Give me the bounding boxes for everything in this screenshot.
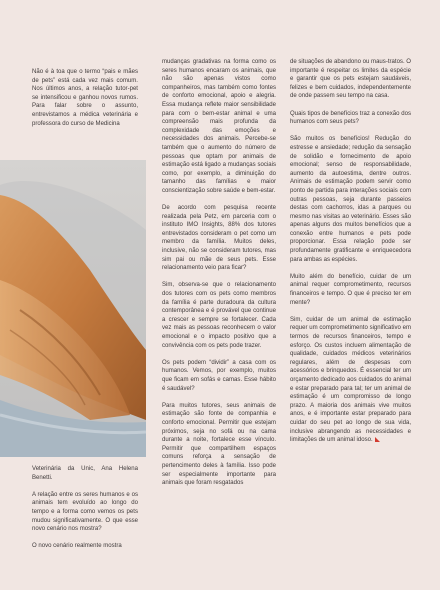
paragraph: O novo cenário realmente mostra: [32, 543, 122, 550]
paragraph: de situações de abandono ou maus-tratos. O importante é respeitar os limites da espécie e garantir que os pets estejam saudáveis, felizes e bem cuidados, independentemente de onde passem seu tempo na casa.: [290, 59, 412, 100]
dog-illustration: [0, 160, 146, 457]
question: Muito além do benefício, cuidar de um animal requer comprometimento, recursos financeiros e tempo. O que é preciso ter em mente?: [290, 273, 411, 306]
intro-paragraph: Não é à toa que o termo “pais e mães de pets” está cada vez mais comum. Nos últimos anos, a relação tutor-pet se intensificou e ganhou novos rumos. Para falar sobre o assunto, entrevistamos a médica veterinária e professora do curso de Medicina: [32, 69, 138, 127]
column-3: [290, 58, 411, 453]
paragraph: Veterinária da Unic, Ana Helena Benetti.: [32, 466, 138, 481]
question: A relação entre os seres humanos e os animais tem evoluído ao longo do tempo e a forma como vemos os pets mudou significativamente. O que esse novo cenário nos mostra?: [32, 491, 138, 533]
answer: Sim, observa-se que o relacionamento dos tutores com os pets como membros da família é parte duradoura da cultura contemporânea e é provável que continue a crescer e sempre se fortalecer. Cada vez mais as pessoas reconhecem o valor emocional e o impacto positivo que a convivência com os pets pode trazer.: [162, 282, 276, 349]
answer: Para muitos tutores, seus animais de estimação são fonte de companhia e conforto emocional. Permitir que estejam próximos, seja no sofá ou na cama durante a noite, fortalece esse vínculo. Permitir que compartilhem espaços comuns reforça a sensação de pertencimento deles à família. Isso pode ser especialmente importante para animais que foram resgatados: [162, 402, 276, 487]
question: Quais tipos de benefícios traz a conexão dos humanos com seus pets?: [290, 110, 411, 126]
answer: São muitos os benefícios! Redução do estresse e ansiedade; redução da sensação de solidão e fornecimento de apoio emocional; senso de responsabilidade, aumento da autoestima, dentre outros. Animais de estimação podem servir como ponto de partida para interações sociais com outras pessoas, seja durante passeios destas com cachorros, idas a parques ou mesmo nas visitas ao veterinário. Esses são apenas alguns dos muitos benefícios que a conexão entre humanos e pets pode proporcionar. Essa relação pode ser profundamente gratificante e enriquecedora para ambas as espécies.: [290, 136, 411, 263]
end-mark-icon: [375, 437, 380, 442]
paragraph: mudanças gradativas na forma como os seres humanos encaram os animais, que não são apenas vistos como companheiros, mas também como fontes de conforto emocional, apoio e alegria. Essa mudança reflete maior sensibilidade para com o bem-estar animal e uma compreensão mais profunda da complexidade das emoções e necessidades dos animais. Percebe-se também que o aumento do número de pessoas que optam por animais de estimação está ligado a mudanças sociais como, por exemplo, a diminuição do tamanho das famílias e maior conscientização sobre saúde e bem-estar.: [162, 59, 276, 194]
answer-text: Sim, cuidar de um animal de estimação requer um comprometimento significativo em termos de recursos financeiros, tempo e esforço. Os custos incluem alimentação de qualidade, cuidados médicos veterinários regulares, além de despesas com acessórios e brinquedos. É essencial ter um orçamento dedicado aos cuidados do animal e estar preparado para tal; ter um animal de estimação é um compromisso de longo prazo. A maioria dos animais vive muitos anos, e é importante estar preparado para cuidar do seu pet ao longo de sua vida, inclusive abrangendo as necessidades e limitações de um animal idoso.: [290, 316, 411, 444]
answer-final: [290, 316, 411, 445]
column-1-top: [32, 68, 138, 137]
column-2: [162, 58, 276, 496]
question: De acordo com pesquisa recente realizada pela Petz, em parceria com o instituto IMO Insights, 88% dos tutores entrevistados consideram o pet como um membro da família. Muitos deles, inclusive, não se consideram tutores, mas sim pai ou mãe de seus pets. Esse relacionamento veio para ficar?: [162, 205, 276, 272]
question: Os pets podem “dividir” a casa com os humanos. Vemos, por exemplo, muitos que ficam em sofás e camas. Esse hábito é saudável?: [162, 359, 276, 392]
dog-photo: [0, 160, 146, 457]
column-1-bottom: [32, 465, 138, 560]
